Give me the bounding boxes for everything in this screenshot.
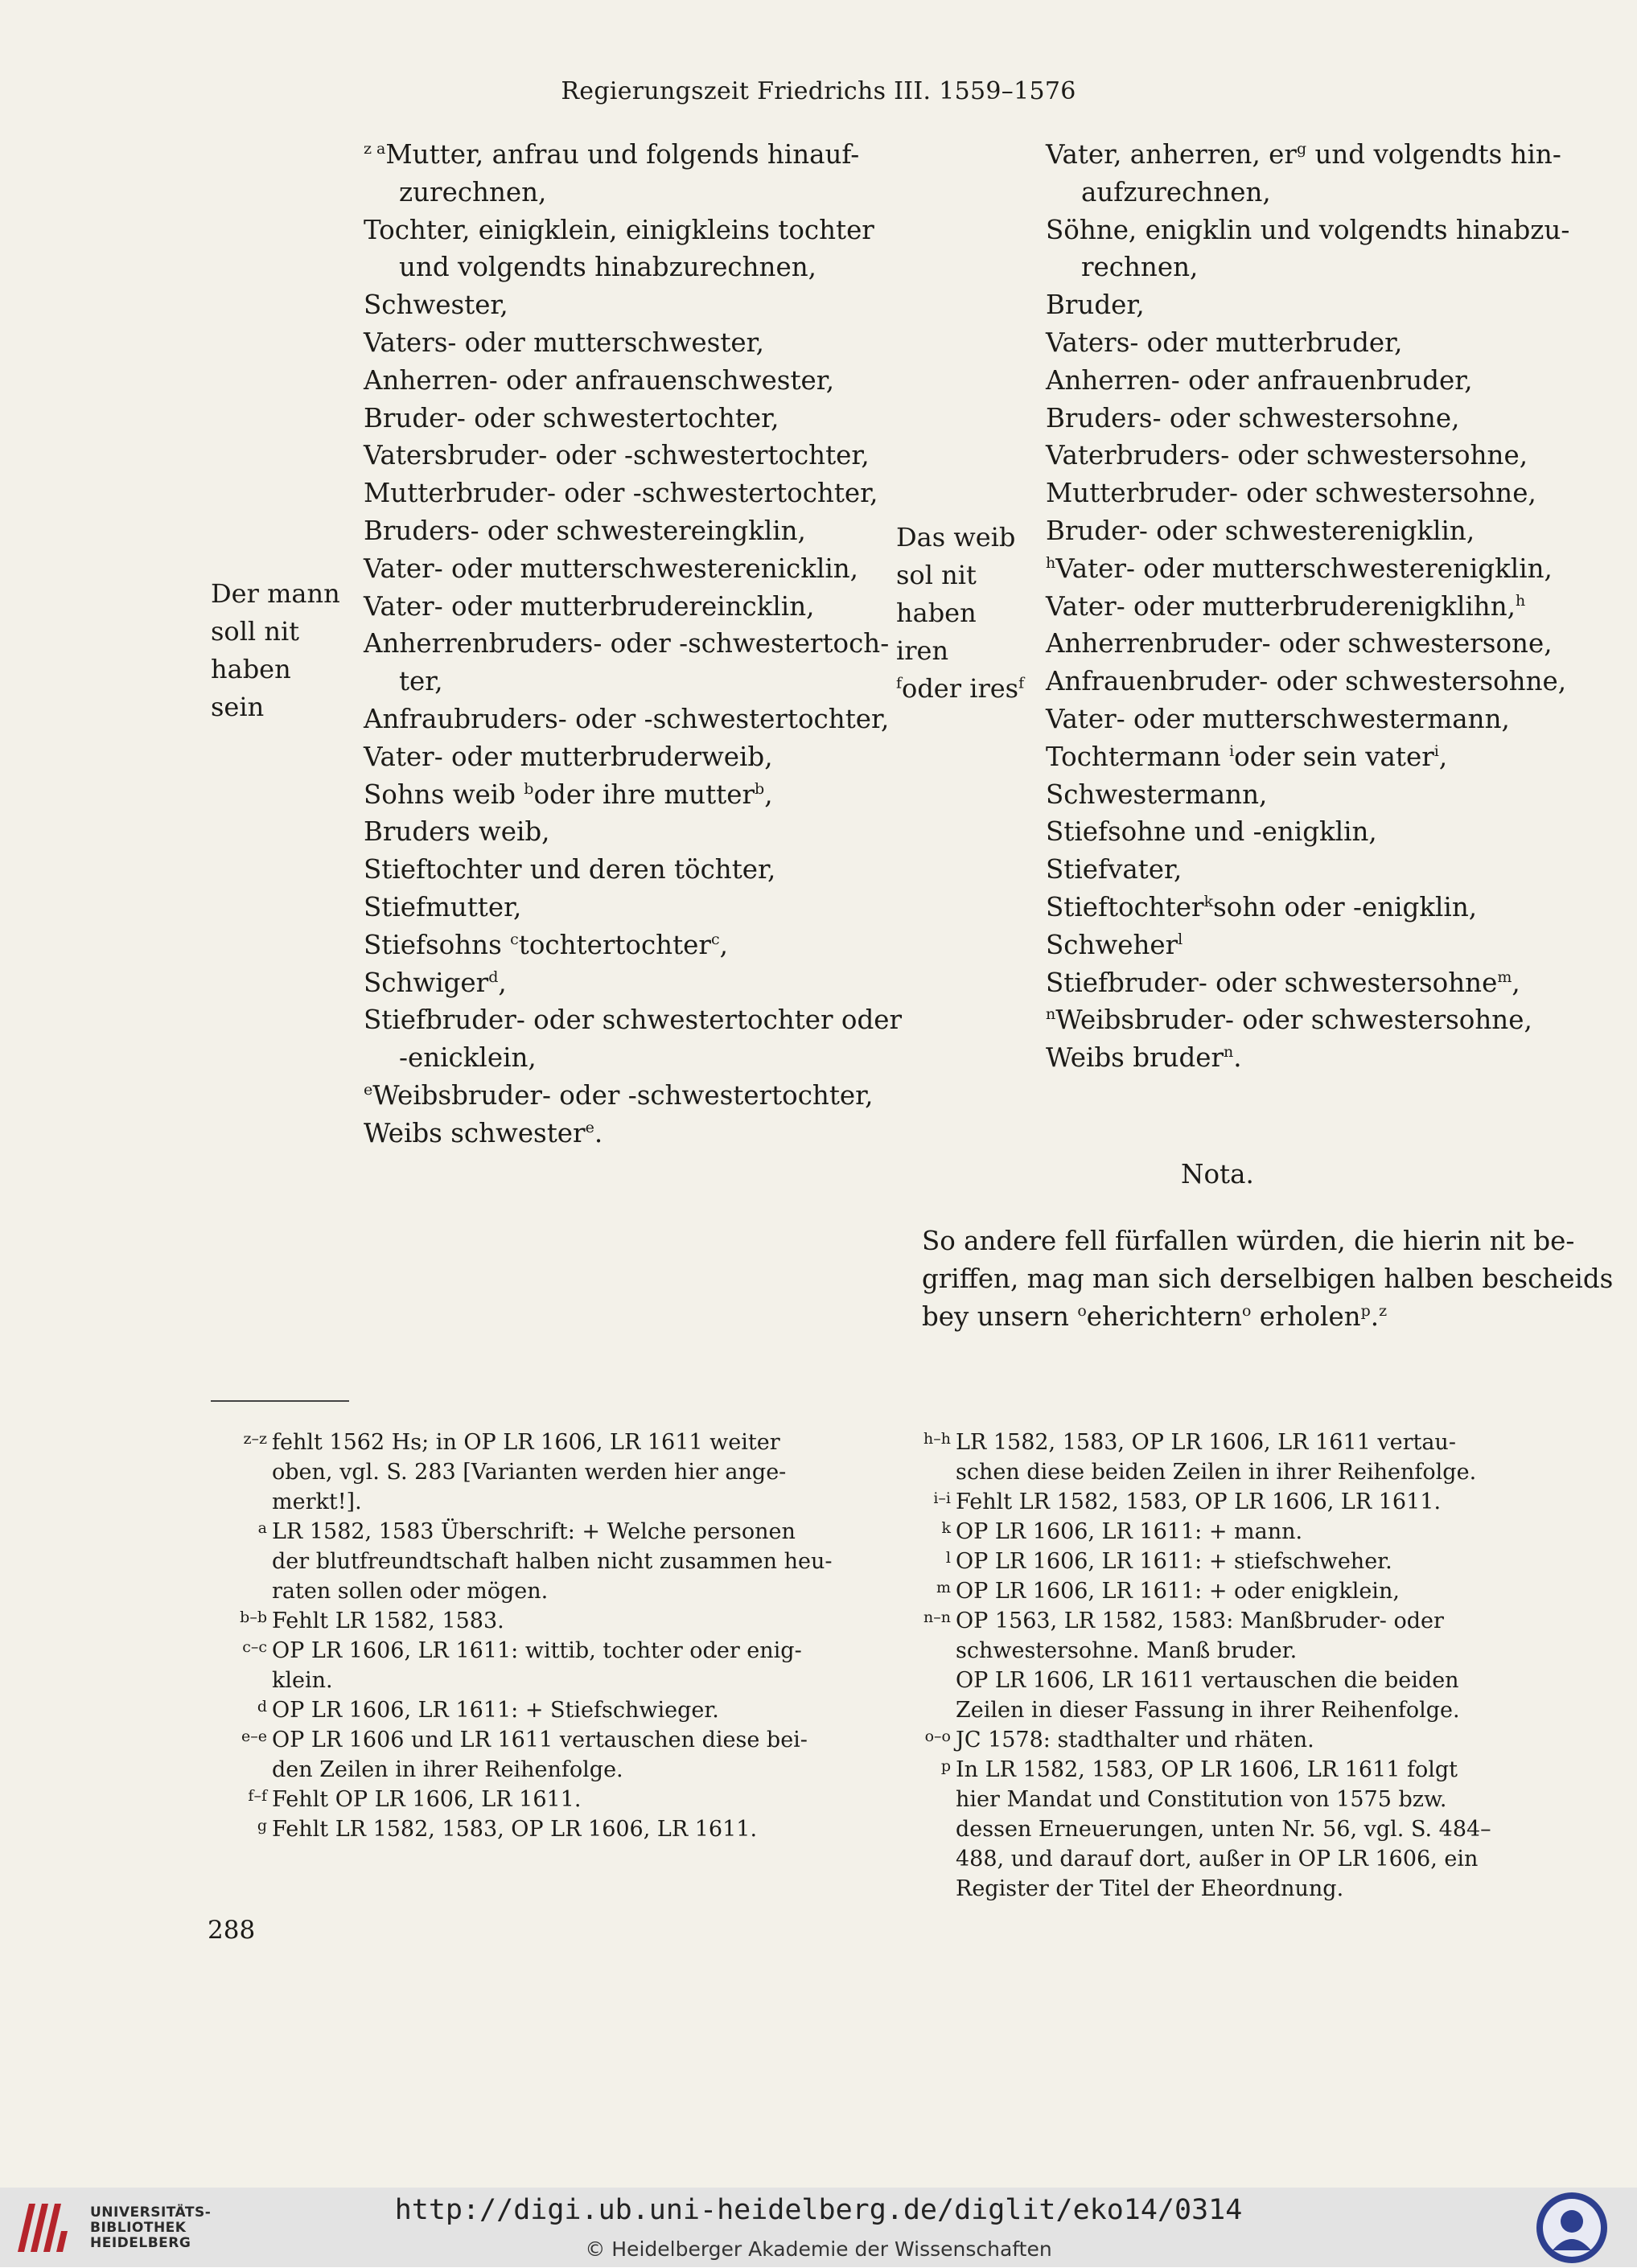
list-line: $^e$Weibsbruder- oder -schwestertochter, [364, 1079, 874, 1111]
list-line: Anherren- oder anfrauenbruder, [1046, 364, 1473, 396]
footnote-mark: k [941, 1519, 951, 1537]
footnote-text: OP 1563, LR 1582, 1583: Manßbruder- oder [956, 1609, 1444, 1633]
footnote-mark: z–z [243, 1430, 267, 1448]
list-line: rechnen, [1081, 252, 1199, 283]
footnote-divider [211, 1400, 349, 1402]
footnote-mark: b–b [240, 1609, 267, 1626]
footnote-mark: d [257, 1698, 267, 1715]
side-label-line: sol nit [896, 560, 977, 590]
list-line: Bruders- oder schwestersohne, [1046, 402, 1460, 433]
list-line: Schwiger$^d$, [364, 967, 507, 998]
footnote-text: Fehlt LR 1582, 1583. [272, 1609, 504, 1633]
page-number: 288 [208, 1916, 256, 1945]
nota-heading: Nota. [1181, 1159, 1254, 1189]
footnote [211, 1814, 833, 1844]
list-line: Sohns weib $^b$oder ihre mutter$^b$, [364, 779, 773, 810]
footnote [895, 1725, 1491, 1755]
list-line: $^n$Weibsbruder- oder schwestersohne, [1046, 1005, 1532, 1036]
footnote [211, 1695, 833, 1725]
footnote-mark: o–o [924, 1728, 951, 1745]
list-line: $^h$Vater- oder mutterschwesterenigklin, [1046, 553, 1553, 584]
academy-seal-icon [1535, 2191, 1609, 2268]
list-line: Anherrenbruders- oder -schwestertoch- [364, 628, 890, 659]
list-line: Vater- oder mutterbrudereincklin, [364, 590, 815, 622]
footnote-text: der blutfreundtschaft halben nicht zusammen heu- [272, 1549, 833, 1574]
list-line: Vaters- oder mutterbruder, [1046, 327, 1403, 358]
list-line: Stiefvater, [1046, 854, 1183, 885]
list-line: Bruder, [1046, 290, 1145, 321]
footnote-mark: a [257, 1519, 267, 1537]
list-line: Anherrenbruder- oder schwestersone, [1046, 628, 1553, 659]
nota-paragraph [922, 1222, 1614, 1335]
footer-bar [0, 2188, 1637, 2267]
list-line: Tochtermann $^i$oder sein vater$^i$, [1046, 741, 1448, 772]
list-line: Stiefbruder- oder schwestersohne$^m$, [1046, 967, 1520, 998]
list-line: Vaters- oder mutterschwester, [364, 327, 764, 358]
footnote [211, 1785, 833, 1814]
footnote-text: OP LR 1606, LR 1611: + Stiefschwieger. [272, 1698, 719, 1723]
copyright-text: © Heidelberger Akademie der Wissenschaften [585, 2237, 1052, 2261]
right-side-label [896, 519, 1024, 708]
footnote [211, 1725, 833, 1785]
footnote [895, 1487, 1491, 1517]
list-line: Stiefbruder- oder schwestertochter oder [364, 1005, 903, 1036]
list-line: -enicklein, [399, 1042, 537, 1074]
footnote-text: fehlt 1562 Hs; in OP LR 1606, LR 1611 weiter [272, 1430, 780, 1455]
footnote [895, 1755, 1491, 1904]
footnote-text: OP LR 1606, LR 1611 vertauschen die beiden [956, 1668, 1459, 1693]
list-line: Vatersbruder- oder -schwestertochter, [364, 440, 870, 471]
list-line: Bruders- oder schwestereingklin, [364, 515, 806, 546]
footnote [895, 1428, 1491, 1487]
footnote [211, 1636, 833, 1695]
nota-line: griffen, mag man sich derselbigen halben bescheids [922, 1263, 1614, 1294]
side-label-line: haben [211, 654, 291, 684]
list-line: Schweher$^l$ [1046, 929, 1183, 960]
list-line: Stiefmutter, [364, 891, 522, 922]
list-line: Weibs schwester$^e$. [364, 1117, 603, 1148]
footnote-mark: e–e [241, 1728, 267, 1745]
footnote-text: oben, vgl. S. 283 [Varianten werden hier ange- [272, 1460, 787, 1485]
footnote-text: LR 1582, 1583, OP LR 1606, LR 1611 vertau- [956, 1430, 1456, 1455]
side-label-line: sein [211, 692, 265, 722]
footnote-text: schwestersohne. Manß bruder. [956, 1638, 1298, 1663]
footnote-text: schen diese beiden Zeilen in ihrer Reihenfolge. [956, 1460, 1477, 1485]
footnote-mark: l [945, 1549, 951, 1567]
list-line: Schwester, [364, 290, 508, 321]
list-line: zurechnen, [399, 176, 547, 207]
side-label-line: Der mann [211, 578, 340, 609]
nota-line: bey unsern $^o$eherichtern$^o$ erholen$^p$.$^z$ [922, 1300, 1388, 1332]
footnote [211, 1517, 833, 1606]
running-header: Regierungszeit Friedrichs III. 1559–1576 [561, 77, 1076, 105]
footnote-text: OP LR 1606, LR 1611: + oder enigklein, [956, 1579, 1400, 1604]
list-line: ter, [399, 666, 443, 697]
footnote [211, 1606, 833, 1636]
list-line: Bruders weib, [364, 816, 550, 848]
footnote-text: klein. [272, 1668, 333, 1693]
footnote-text: OP LR 1606 und LR 1611 vertauschen diese bei- [272, 1728, 808, 1752]
footnote-text: OP LR 1606, LR 1611: + stiefschweher. [956, 1549, 1392, 1574]
list-line: Söhne, enigklin und volgendts hinabzu- [1046, 214, 1570, 245]
footnotes-left [211, 1428, 833, 1844]
footnote-text: Fehlt LR 1582, 1583, OP LR 1606, LR 1611. [956, 1489, 1442, 1514]
list-line: Vater- oder mutterbruderweib, [364, 741, 773, 772]
footnote-text: LR 1582, 1583 Überschrift: + Welche personen [272, 1519, 796, 1544]
list-line: Stieftochter$^k$sohn oder -enigklin, [1046, 891, 1478, 922]
footnote-text: Fehlt OP LR 1606, LR 1611. [272, 1787, 582, 1812]
side-label-line: Das weib [896, 522, 1016, 553]
list-line: Bruder- oder schwestertochter, [364, 402, 779, 433]
footnote-text: Zeilen in dieser Fassung in ihrer Reihenfolge. [956, 1698, 1460, 1723]
footnote-mark: g [257, 1817, 267, 1835]
footnote-text: merkt!]. [272, 1489, 362, 1514]
side-label-line: soll nit [211, 616, 300, 647]
list-line: und volgendts hinabzurechnen, [399, 252, 816, 283]
footnote-mark: p [940, 1757, 951, 1775]
footnote-text: In LR 1582, 1583, OP LR 1606, LR 1611 folgt [956, 1757, 1458, 1782]
footnote-mark: f–f [248, 1787, 267, 1805]
left-column-list [364, 136, 902, 1152]
list-line: Vater- oder mutterbruderenigklihn,$^h$ [1046, 590, 1526, 622]
footnote-mark: i–i [933, 1489, 951, 1507]
side-label-line: iren [896, 635, 949, 666]
footnote [895, 1606, 1491, 1725]
left-side-label [211, 575, 340, 726]
list-line: Weibs bruder$^n$. [1046, 1042, 1242, 1074]
footnote-text: Register der Titel der Eheordnung. [956, 1876, 1344, 1901]
footnote-mark: h–h [923, 1430, 951, 1448]
list-line: $^{z a}$Mutter, anfrau und folgends hinauf- [364, 139, 860, 170]
footnotes-right [895, 1428, 1491, 1904]
footnote [895, 1576, 1491, 1606]
footnote-mark: n–n [923, 1609, 951, 1626]
footnote-text: dessen Erneuerungen, unten Nr. 56, vgl. S. 484– [956, 1817, 1491, 1842]
source-url-link[interactable]: http://digi.ub.uni-heidelberg.de/diglit/eko14/0314 [394, 2194, 1243, 2226]
list-line: Anfraubruders- oder -schwestertochter, [364, 703, 890, 734]
footnote-text: raten sollen oder mögen. [272, 1579, 549, 1604]
list-line: Stieftochter und deren töchter, [364, 854, 776, 885]
footnote-text: 488, und darauf dort, außer in OP LR 1606, ein [956, 1847, 1479, 1872]
list-line: Vater- oder mutterschwestermann, [1046, 703, 1510, 734]
footnote-mark: c–c [242, 1638, 267, 1656]
list-line: Anherren- oder anfrauenschwester, [364, 364, 835, 396]
footnote [895, 1547, 1491, 1576]
list-line: Stiefsohne und -enigklin, [1046, 816, 1377, 848]
footnote-text: Fehlt LR 1582, 1583, OP LR 1606, LR 1611. [272, 1817, 758, 1842]
footnote-text: OP LR 1606, LR 1611: wittib, tochter oder enig- [272, 1638, 802, 1663]
list-line: aufzurechnen, [1081, 176, 1271, 207]
list-line: Vater, anherren, $er^g$ und volgendts hin- [1046, 139, 1561, 170]
footnote-text: hier Mandat und Constitution von 1575 bzw. [956, 1787, 1447, 1812]
list-line: Tochter, einigklein, einigkleins tochter [364, 214, 874, 245]
list-line: Mutterbruder- oder schwestersohne, [1046, 478, 1536, 509]
library-logo-text: UNIVERSITÄTS- BIBLIOTHEK HEIDELBERG [90, 2204, 212, 2251]
list-line: Anfrauenbruder- oder schwestersohne, [1046, 666, 1567, 697]
list-line: Bruder- oder schwesterenigklin, [1046, 515, 1475, 546]
list-line: Mutterbruder- oder -schwestertochter, [364, 478, 878, 509]
footnote [895, 1517, 1491, 1547]
list-line: Stiefsohns $^c$tochtertochter$^c$, [364, 929, 728, 960]
footnote [211, 1428, 833, 1517]
side-label-line: haben [896, 598, 977, 628]
list-line: Schwestermann, [1046, 779, 1268, 810]
right-column-list [1046, 136, 1569, 1077]
list-line: Vaterbruders- oder schwestersohne, [1046, 440, 1528, 471]
footnote-mark: m [936, 1579, 951, 1596]
footnote-text: OP LR 1606, LR 1611: + mann. [956, 1519, 1303, 1544]
side-label-line: $^f$oder ires$^f$ [896, 673, 1025, 704]
footnote-text: den Zeilen in ihrer Reihenfolge. [272, 1757, 623, 1782]
footnote-text: JC 1578: stadthalter und rhäten. [956, 1728, 1314, 1752]
nota-line: So andere fell fürfallen würden, die hierin nit be- [922, 1226, 1575, 1256]
list-line: Vater- oder mutterschwesterenicklin, [364, 553, 858, 584]
